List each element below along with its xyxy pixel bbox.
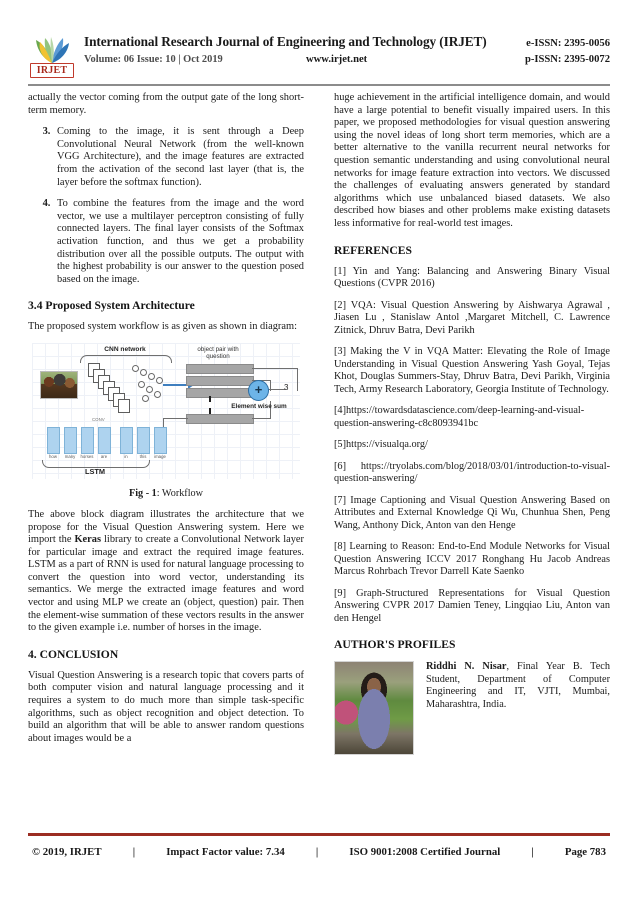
figure-1-canvas xyxy=(32,343,300,479)
reference-item: [1] Yin and Yang: Balancing and Answering Binary Visual Questions (CVPR 2016) xyxy=(334,265,610,290)
dashed-connector xyxy=(209,396,211,414)
footer-copyright: © 2019, IRJET xyxy=(32,846,102,858)
header-row-2 xyxy=(84,54,610,65)
question-word-label: this xyxy=(139,453,147,459)
neuron-dot xyxy=(142,395,149,402)
neuron-dot xyxy=(146,386,153,393)
architecture-description-paragraph xyxy=(28,509,304,635)
numbered-list xyxy=(28,126,304,286)
reference-item: [9] Graph-Structured Representations for Visual Question Answering CVPR 2017 Damien Teney, Lingqiao Liu, Anton van den Hengel xyxy=(334,587,610,624)
element-wise-sum-label: Element wise sum xyxy=(231,402,287,410)
section-heading-3-4: 3.4 Proposed System Architecture xyxy=(28,299,195,313)
neuron-dot xyxy=(138,381,145,388)
page-sheet xyxy=(28,34,610,870)
conv-label: CONV xyxy=(92,416,105,422)
reference-item: [3] Making the V in VQA Matter: Elevating the Role of Image Understanding in Visual Question Answering Yash Goyal, Tejas Khot, Douglas Summers-Stay, Dhruv Batra, Devi Parikh, Virginia Tech, Army Research Laboratory, Georgia Institute of Technology. xyxy=(334,346,610,395)
question-word-label: horses xyxy=(80,453,94,459)
architecture-intro-paragraph: The proposed system workflow is as given as shown in diagram: xyxy=(28,321,297,333)
question-word-label: are xyxy=(100,453,108,459)
leaf-fan-icon xyxy=(33,36,71,64)
object-pair-bar xyxy=(186,414,254,424)
question-word-label: image xyxy=(154,453,166,459)
figure-caption-label: Fig - 1 xyxy=(129,487,157,499)
journal-website-link[interactable]: www.irjet.net xyxy=(306,54,368,65)
word-embedding-cell xyxy=(137,427,150,454)
figure-1-caption xyxy=(28,488,304,499)
header-row-1 xyxy=(84,34,610,50)
lstm-label: LSTM xyxy=(84,466,106,476)
arch-desc-part-2: library to create a Convolutional Network layer for particular image and extract the required image features. LSTM as a part of RNN is used for natural language processing to convert the question into word vector, understanding its semantics. We merge the extracted image features and word vector and using MLP we create an (object, question) pair. Then the element-wise summation of these vectors results in the answer to the given example i.e. number of horses in the image. xyxy=(28,534,304,634)
footer-impact-factor: Impact Factor value: 7.34 xyxy=(166,846,285,858)
arch-desc-part-1: The above block diagram illustrates the architecture that we propose for the Visual Question Answering system. Here we import the xyxy=(28,508,304,546)
object-pair-bar xyxy=(186,388,254,398)
continued-paragraph: actually the vector coming from the output gate of the long short-term memory. xyxy=(28,92,304,116)
footer-separator: | xyxy=(315,846,319,858)
journal-title: International Research Journal of Engineering and Technology (IRJET) xyxy=(84,34,487,49)
word-embedding-cell xyxy=(64,427,77,454)
word-embedding-cell xyxy=(120,427,133,454)
authors-profiles-heading: AUTHOR'S PROFILES xyxy=(334,638,456,652)
two-column-body xyxy=(28,92,610,832)
reference-item: [8] Learning to Reason: End-to-End Module Networks for Visual Question Answering ICCV 2017 Ronghang Hu Jacob Andreas Marcus Rohrbach Trevor Darrell Kate Saenko xyxy=(334,541,610,578)
page-footer xyxy=(28,846,610,858)
author-name: Riddhi N. Nisar xyxy=(426,661,507,673)
element-wise-sum-node: + xyxy=(248,380,269,401)
figure-1 xyxy=(28,343,304,499)
reference-item: [6] https://tryolabs.com/blog/2018/03/01/introduction-to-visual-question-answering/ xyxy=(334,460,610,485)
irjet-logo-text: IRJET xyxy=(30,63,74,78)
word-embedding-cell xyxy=(98,427,111,454)
header-divider xyxy=(28,84,610,86)
question-word-label: many xyxy=(64,453,76,459)
keras-keyword: Keras xyxy=(74,534,102,546)
cnn-brace xyxy=(80,355,172,363)
reference-item: [4]https://towardsdatascience.com/deep-learning-and-visual-question-answering-c8c8093941bc xyxy=(334,405,585,429)
volume-issue-label: Volume: 06 Issue: 10 | Oct 2019 xyxy=(84,54,223,65)
header-text-block xyxy=(84,34,610,65)
word-embedding-cell xyxy=(47,427,60,454)
pissn-label: p-ISSN: 2395-0072 xyxy=(524,54,610,65)
references-heading: REFERENCES xyxy=(334,243,412,257)
neuron-dot xyxy=(140,369,147,376)
object-pair-label: object pair with question xyxy=(197,345,239,361)
cnn-network-label: CNN network xyxy=(104,345,146,353)
fully-connected-dots xyxy=(128,365,168,403)
sum-to-answer-wire xyxy=(267,389,285,391)
conclusion-paragraph: Visual Question Answering is a research topic that covers parts of both computer vision and natural language processing and it requires a system to do much more than simple task-specific algorithms, such as object recognition and object detection. To build an algorithm that will be able to answer random questions about images would be a xyxy=(28,669,304,744)
word-embedding-cell xyxy=(81,427,94,454)
reference-item: [2] VQA: Visual Question Answering by Aishwarya Agrawal , Jiasen Lu , Stanislaw Antol ,Margaret Mitchell, C. Lawrence Zitnick, Dhruv Batra, Devi Parikh xyxy=(334,299,610,336)
footer-separator: | xyxy=(531,846,534,858)
answer-output-label: 3 xyxy=(284,382,289,392)
horses-photo xyxy=(40,371,78,399)
author-profile xyxy=(334,661,610,755)
footer-separator: | xyxy=(132,846,136,858)
list-item: 3. Coming to the image, it is sent through a Deep Convolutional Neural Network (from the well-known VGG Architecture), and the image features are extracted from the activation of the second last layer (that is, the layer before the softmax function). xyxy=(53,126,304,189)
author-photo xyxy=(334,661,414,755)
reference-item: [5]https://visualqa.org/ xyxy=(334,439,428,451)
section-heading-conclusion: 4. CONCLUSION xyxy=(28,647,119,661)
author-bio xyxy=(426,661,610,755)
irjet-logo xyxy=(30,36,74,80)
footer-divider xyxy=(28,833,610,836)
question-word-label: how xyxy=(49,453,57,459)
figure-caption-text: : Workflow xyxy=(156,487,203,499)
page-header xyxy=(28,34,610,82)
reference-item: [7] Image Captioning and Visual Question Answering Based on Attributes and External Knowledge Qi Wu, Chunhua Shen, Peng Wang, Anthony Dick, Anton van den Henge xyxy=(334,494,610,531)
right-column xyxy=(334,92,610,832)
word-embedding-cell xyxy=(154,427,167,454)
footer-certification: ISO 9001:2008 Certified Journal xyxy=(349,846,501,858)
footer-page-number: Page 783 xyxy=(564,846,606,858)
object-pair-bar xyxy=(186,364,254,374)
neuron-dot xyxy=(148,373,155,380)
eissn-label: e-ISSN: 2395-0056 xyxy=(526,38,610,49)
neuron-dot xyxy=(154,391,161,398)
object-pair-bar xyxy=(186,376,254,386)
left-column xyxy=(28,92,304,832)
list-item: 4. To combine the features from the image and the word vector, we use a multilayer perceptron consisting of fully connected layers. The final layer consists of the Softmax activation function, and thus we get a probability distribution over all the possible outputs. The output with the highest probability is our answer to the question posed based on the image. xyxy=(53,198,304,286)
conclusion-continued-paragraph: huge achievement in the artificial intelligence domain, and would have a large potential to benefit visually impaired users. In this paper, we proposed methodologies for visual question answering using the novel ideas of long short term memories, which are a better alternative to the vanilla recurrent neural networks for question semantic understanding and using convolutional neural networks for image feature extraction into vectors. We discussed the challenges of evaluating answers generated by standard algorithms which use unbalanced biased datasets. We also described how biases and other problems make existing datasets less informative for real-world test images. xyxy=(334,92,610,229)
neuron-dot xyxy=(156,377,163,384)
neuron-dot xyxy=(132,365,139,372)
question-word-label: in xyxy=(124,453,128,459)
author-bio-text: , Final Year B. Tech Student, Department of Computer Engineering and IT, VJTI, Mumbai, Maharashtra, India. xyxy=(426,661,610,710)
